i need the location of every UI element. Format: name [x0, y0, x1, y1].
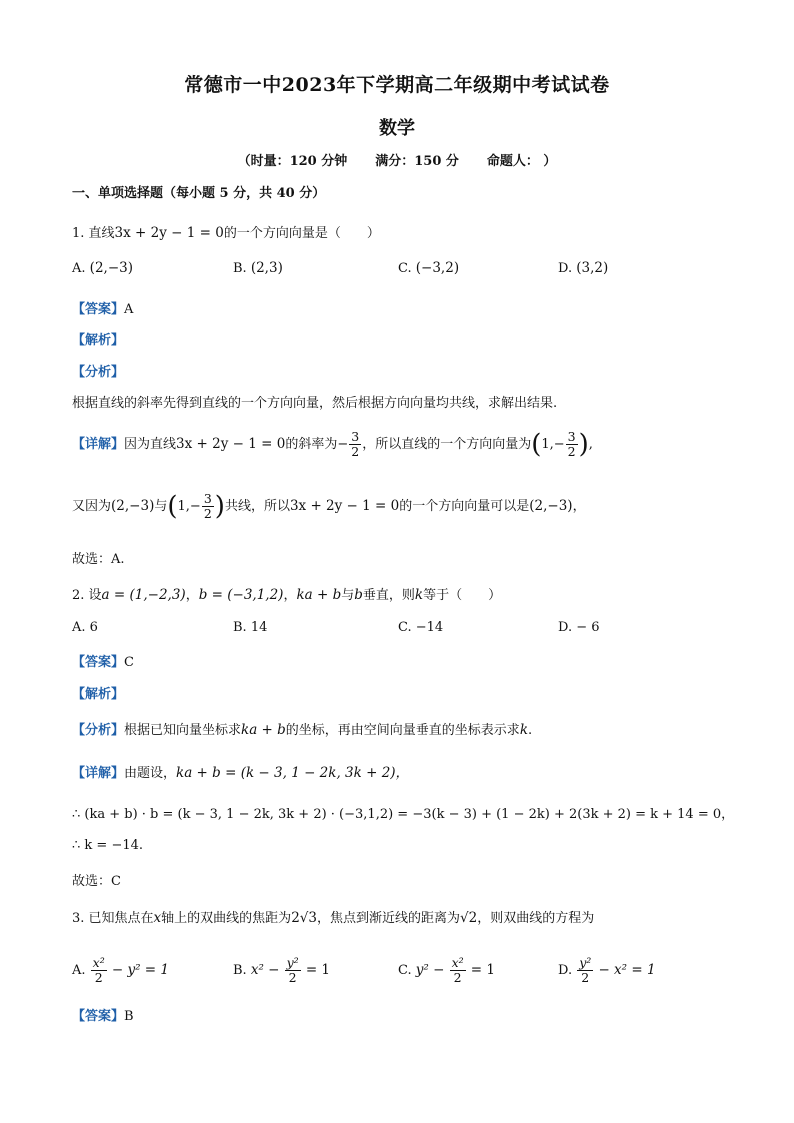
- q3-option-b: B. x² − $\frac{\text{y²}}{2}$ = 1: [233, 955, 331, 985]
- exam-title: 常德市一中2023年下学期高二年级期中考试试卷: [184, 74, 610, 96]
- author: 命题人： ）: [486, 154, 557, 169]
- q1-option-c: C. (−3,2): [398, 260, 460, 276]
- q3-option-a: A. $\frac{\text{x²}}{2}$ − y² = 1: [72, 955, 169, 985]
- q1-option-d: D. (3,2): [558, 260, 609, 276]
- q3-option-c: C. y² − $\frac{\text{x²}}{2}$ = 1: [398, 955, 495, 985]
- q2-analyze: 【分析】根据已知向量坐标求ka + b的坐标，再由空间向量垂直的坐标表示求k.: [72, 722, 533, 738]
- q2-choose: 故选：C: [72, 874, 121, 889]
- q3-answer: 【答案】B: [72, 1009, 134, 1024]
- exam-subject: 数学: [379, 118, 415, 139]
- q1-analysis-text: 根据直线的斜率先得到直线的一个方向向量，然后根据方向向量均共线，求解出结果.: [72, 396, 558, 411]
- q1-detail-1: 【详解】因为直线3x + 2y − 1 = 0的斜率为− $\frac{3}{2}$ ，所以直线的一个方向向量为(1,− $\frac{3}{2}$ ),: [72, 429, 593, 460]
- q2-analysis-label: 【解析】: [72, 687, 125, 702]
- slope-fraction: $\frac{3}{2}$: [351, 429, 360, 459]
- q2-stem: 2. 设a = (1,−2,3)，b = (−3,1,2)，ka + b与b垂直，则k等于（ ）: [72, 587, 502, 603]
- q2-detail-1: 【详解】由题设，ka + b = (k − 3, 1 − 2k, 3k + 2)，: [72, 765, 410, 781]
- exam-meta: [0, 150, 794, 169]
- vector-fraction: $\frac{3}{2}$: [567, 429, 576, 459]
- collinear-fraction: $\frac{3}{2}$: [203, 491, 212, 521]
- q1-answer: 【答案】A: [72, 302, 134, 317]
- section-title: 一、单项选择题（每小题 5 分，共 40 分）: [72, 186, 326, 201]
- q1-analysis-label: 【解析】: [72, 333, 125, 348]
- q2-answer: 【答案】C: [72, 655, 134, 670]
- q3-stem: 3. 已知焦点在x轴上的双曲线的焦距为2√3，焦点到渐近线的距离为√2，则双曲线的方程为: [72, 910, 595, 926]
- q2-options: [72, 620, 722, 640]
- q1-detail-2: 又因为(2,−3)与(1,− $\frac{3}{2}$ )共线，所以3x + 2y − 1 = 0的一个方向向量可以是(2,−3)，: [72, 491, 586, 522]
- q2-option-b: B. 14: [233, 620, 268, 635]
- q1-stem: 1. 直线3x + 2y − 1 = 0的一个方向向量是（ ）: [72, 225, 380, 241]
- q1-option-a: A. (2,−3): [72, 260, 133, 276]
- q1-options: [72, 260, 722, 280]
- q2-detail-3: ∴ k = −14.: [72, 838, 144, 853]
- q2-option-a: A. 6: [72, 620, 98, 635]
- q3-options: [72, 946, 722, 990]
- q1-option-b: B. (2,3): [233, 260, 283, 276]
- full-score: 满分：150 分: [375, 154, 459, 169]
- time-limit: （时量：120 分钟: [237, 154, 348, 169]
- q3-option-d: D. $\frac{\text{y²}}{2}$ − x² = 1: [558, 955, 656, 985]
- q2-detail-2: ∴ (ka + b) · b = (k − 3, 1 − 2k, 3k + 2) · (−3,1,2) = −3(k − 3) + (1 − 2k) + 2(3k + 2) = k + 14 = 0，: [72, 807, 735, 822]
- q2-option-c: C. −14: [398, 620, 444, 635]
- q2-option-d: D. − 6: [558, 620, 600, 635]
- q1-analyze-label: 【分析】: [72, 365, 125, 380]
- q1-choose: 故选：A.: [72, 552, 125, 567]
